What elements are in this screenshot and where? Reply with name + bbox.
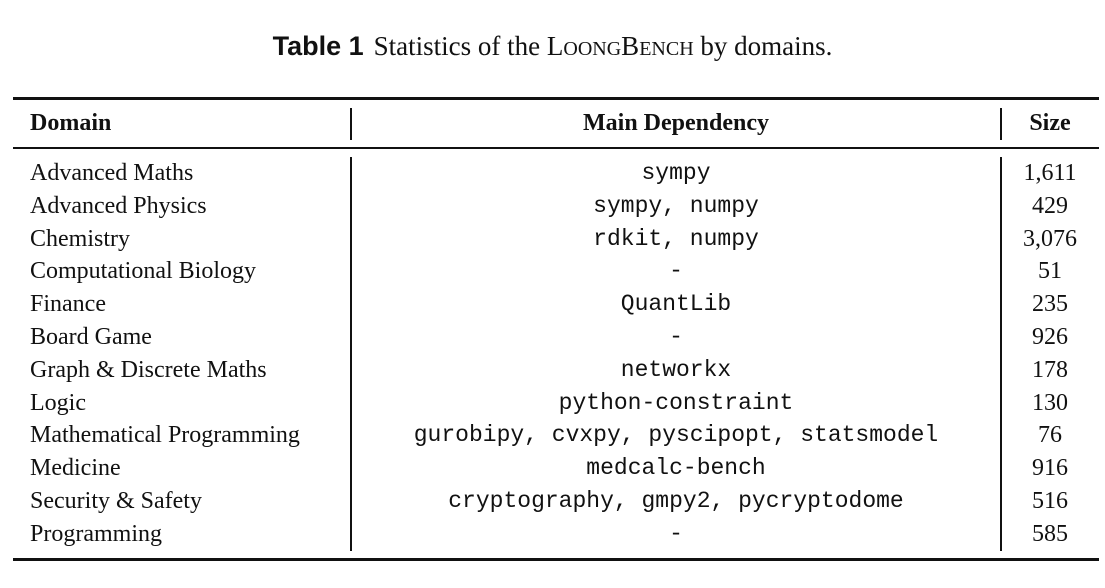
column-header-size: Size (1029, 110, 1071, 136)
cell-dependency: sympy (641, 160, 711, 186)
cell-size: 926 (1032, 323, 1068, 350)
column-header-main-dependency: Main Dependency (583, 110, 769, 136)
cell-domain: Graph & Discrete Maths (30, 356, 267, 383)
cell-dependency: python-constraint (558, 389, 794, 416)
cell-domain: Logic (30, 389, 86, 416)
cell-dependency: QuantLib (620, 291, 732, 318)
column-header-domain: Domain (30, 110, 112, 136)
cell-dependency: - (669, 258, 683, 285)
cell-dependency: medcalc-bench (586, 455, 766, 482)
cell-size: 516 (1032, 487, 1068, 514)
cell-domain: Finance (30, 291, 106, 318)
cell-dependency: gurobipy, cvxpy, pyscipopt, statsmodel (413, 422, 939, 449)
caption-name-cap1: L (546, 31, 564, 61)
cell-domain: Computational Biology (30, 258, 256, 285)
caption-name-small1: OONG (563, 38, 622, 60)
cell-dependency: sympy, numpy (593, 192, 759, 219)
cell-size: 585 (1032, 520, 1068, 547)
caption-text-prefix: Statistics of the (373, 31, 547, 61)
cell-dependency: cryptography, gmpy2, pycryptodome (448, 487, 904, 514)
cell-domain: Advanced Physics (30, 192, 207, 219)
bottom-rule (13, 558, 1099, 561)
table-row (0, 288, 1105, 321)
cell-size: 178 (1032, 356, 1068, 383)
table-row (0, 419, 1105, 452)
cell-dependency: - (669, 323, 683, 350)
caption-name-small2: ENCH (639, 38, 694, 60)
table-row (0, 223, 1105, 256)
table-label: Table 1 (272, 31, 364, 61)
table-row (0, 485, 1105, 518)
table-row (0, 321, 1105, 354)
cell-domain: Board Game (30, 323, 152, 350)
top-rule (13, 97, 1099, 100)
header-rule (13, 147, 1099, 149)
cell-domain: Advanced Maths (30, 160, 194, 186)
cell-dependency: - (669, 520, 683, 547)
table-row (0, 190, 1105, 223)
cell-size: 429 (1032, 192, 1068, 219)
table-body (0, 157, 1105, 551)
table-row (0, 452, 1105, 485)
cell-domain: Programming (30, 520, 162, 547)
cell-domain: Medicine (30, 455, 121, 482)
cell-size: 1,611 (1023, 160, 1077, 186)
table-row (0, 387, 1105, 420)
cell-size: 130 (1032, 389, 1068, 416)
cell-size: 51 (1038, 258, 1062, 285)
table-row (0, 255, 1105, 288)
cell-dependency: networkx (620, 356, 732, 383)
cell-size: 916 (1032, 455, 1068, 482)
table-row (0, 157, 1105, 190)
cell-domain: Chemistry (30, 225, 130, 252)
cell-size: 3,076 (1023, 225, 1077, 252)
caption-name-cap2: B (621, 31, 640, 61)
table-caption (0, 28, 1105, 67)
table-row (0, 518, 1105, 551)
caption-text-suffix: by domains. (693, 31, 833, 61)
cell-domain: Mathematical Programming (30, 422, 300, 449)
cell-size: 76 (1038, 422, 1062, 449)
cell-size: 235 (1032, 291, 1068, 318)
cell-dependency: rdkit, numpy (593, 225, 759, 252)
cell-domain: Security & Safety (30, 487, 202, 514)
table-row (0, 354, 1105, 387)
